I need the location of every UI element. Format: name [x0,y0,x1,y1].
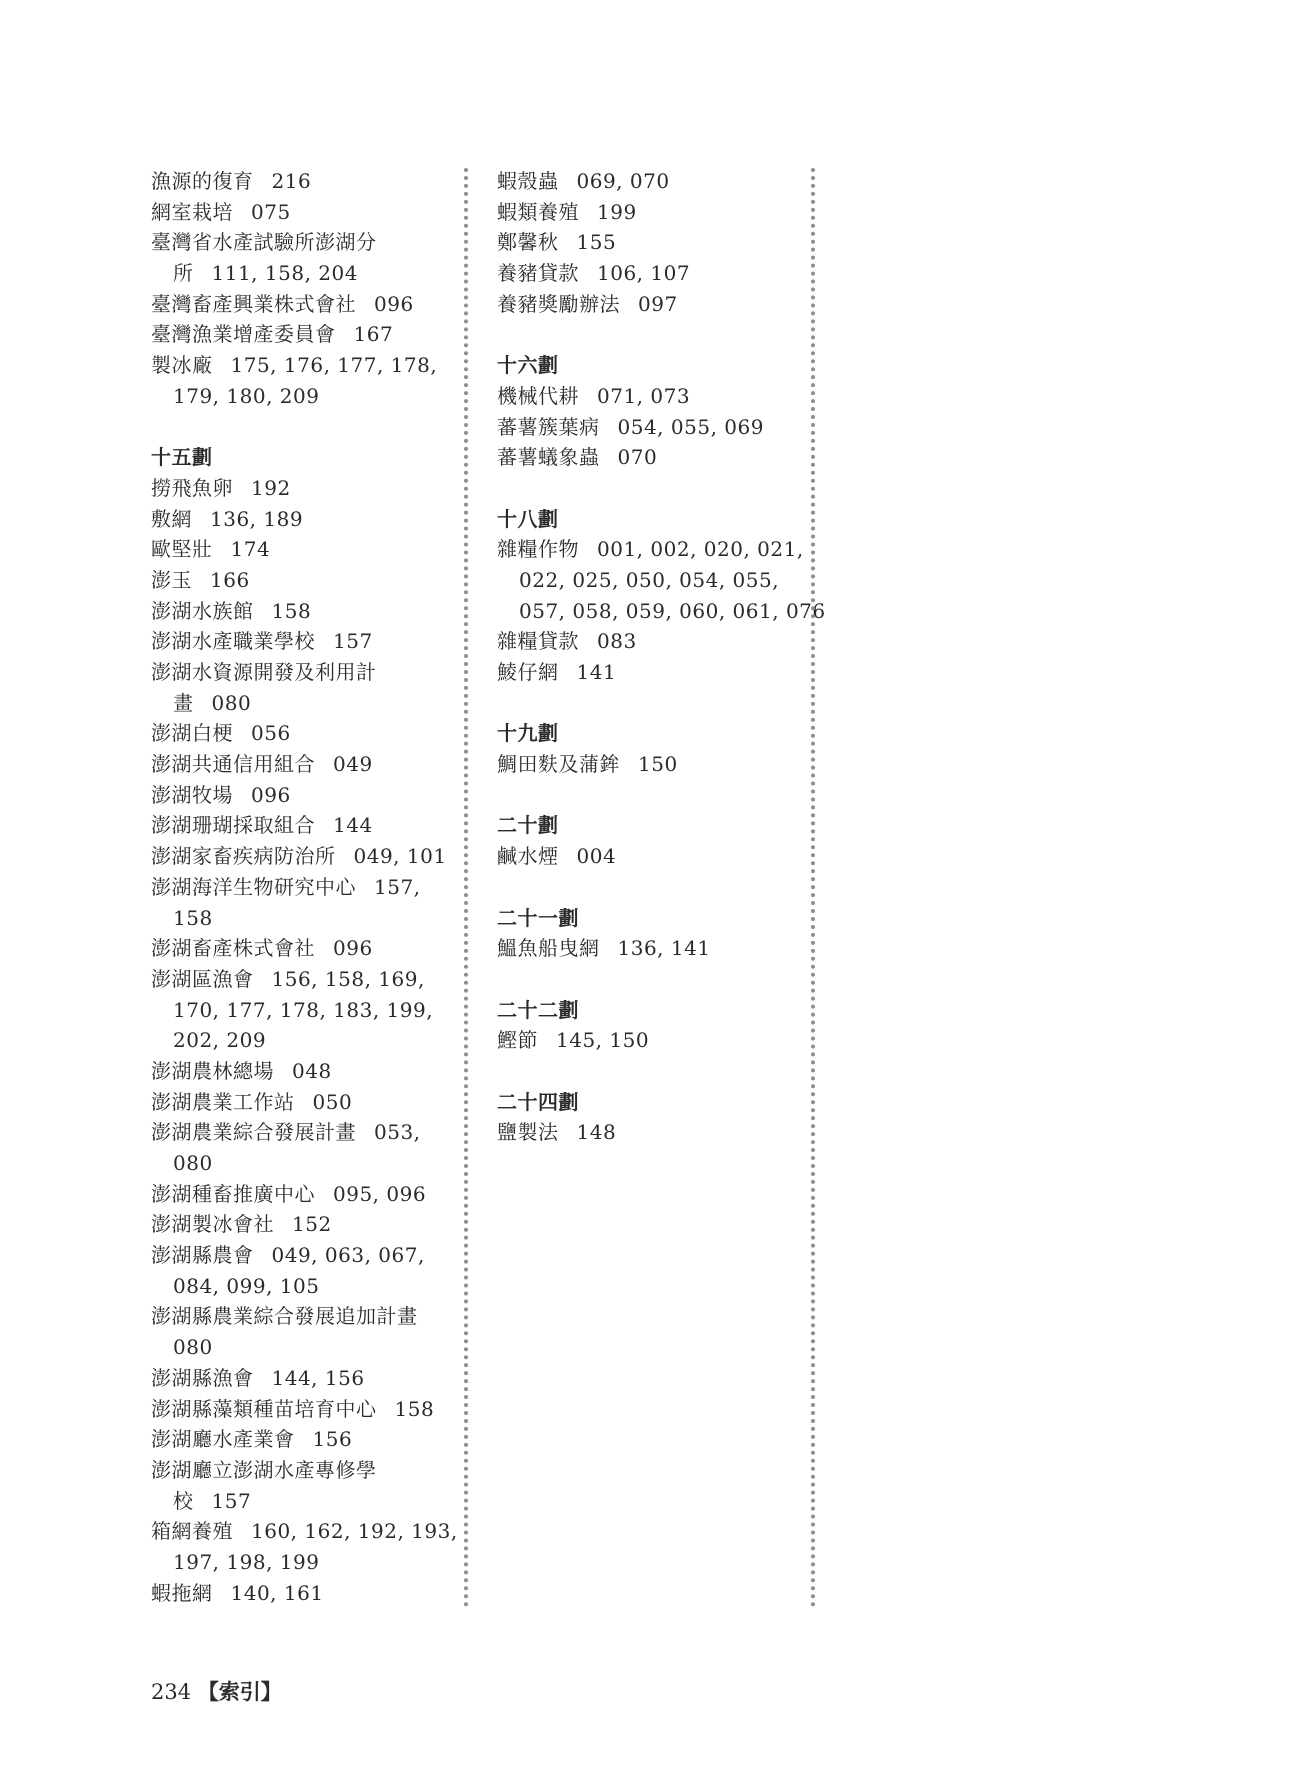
index-entry [151,1179,451,1210]
index-entry [151,473,451,504]
index-entry [151,1087,451,1118]
entry-pages: 170, 177, 178, 183, 199, [173,997,434,1022]
entry-term: 澎湖水族館 [151,598,254,623]
index-column-left [151,166,458,1608]
entry-term: 蝦殼蟲 [497,169,559,193]
stroke-count-header: 十五劃 [151,445,213,470]
entry-pages: 096 [251,782,291,807]
entry-pages: 056 [251,721,291,746]
index-entry [151,626,451,657]
stroke-count-header: 十八劃 [497,506,559,531]
entry-term: 澎玉 [151,567,192,592]
index-entry [151,227,451,258]
entry-pages: 144 [333,813,373,838]
entry-pages: 097 [638,291,678,316]
index-entry [151,1056,451,1087]
entry-pages: 144, 156 [271,1365,365,1390]
index-entry [151,350,451,381]
entry-pages: 084, 099, 105 [173,1273,320,1298]
entry-pages: 049 [333,752,373,777]
entry-term: 澎湖縣藻類種苗培育中心 [151,1396,377,1421]
entry-term: 蝦類養殖 [497,199,579,224]
entry-term: 澎湖區漁會 [151,966,254,991]
blank-line [497,319,797,350]
entry-term: 校 [173,1488,194,1513]
blank-line [497,473,797,504]
entry-term: 澎湖畜產株式會社 [151,936,315,961]
entry-pages: 175, 176, 177, 178, [230,353,438,378]
index-entry [497,197,797,228]
index-entry-continuation [151,258,451,289]
index-entry [497,657,797,688]
index-entry-continuation [151,688,451,719]
index-entry-continuation [151,1332,451,1363]
entry-term: 漁源的復育 [151,169,254,193]
entry-term: 澎湖牧場 [151,782,233,807]
index-entry [497,166,797,197]
entry-term: 養豬獎勵辦法 [497,291,620,316]
entry-pages: 157 [333,629,373,654]
entry-term: 澎湖縣漁會 [151,1365,254,1390]
entry-pages: 057, 058, 059, 060, 061, 076 [519,598,826,623]
entry-pages: 148 [576,1120,617,1145]
blank-line [497,780,797,811]
index-entry-continuation [151,1547,451,1578]
index-entry-continuation [151,381,451,412]
entry-term: 澎湖珊瑚採取組合 [151,813,315,838]
entry-pages: 069, 070 [576,169,670,193]
index-entry [151,1301,451,1332]
entry-pages: 192 [251,475,291,500]
entry-pages: 216 [271,169,312,193]
entry-pages: 157, [374,874,421,899]
entry-term: 歐堅壯 [151,537,213,562]
blank-line [497,964,797,995]
entry-term: 箱網養殖 [151,1519,233,1544]
index-entry-continuation [151,1148,451,1179]
entry-pages: 049, 063, 067, [271,1243,425,1268]
entry-term: 澎湖農業綜合發展計畫 [151,1120,356,1145]
stroke-count-header: 二十劃 [497,813,559,838]
entry-pages: 111, 158, 204 [211,261,358,286]
entry-term: 鰹節 [497,1028,538,1053]
blank-line [151,412,451,443]
index-entry [497,626,797,657]
entry-term: 澎湖白梗 [151,721,233,746]
entry-term: 雜糧貸款 [497,629,579,654]
entry-pages: 080 [211,690,252,715]
entry-term: 澎湖縣農業綜合發展追加計畫 [151,1304,418,1329]
index-entry [151,1394,451,1425]
entry-term: 鹽製法 [497,1120,559,1145]
index-entry [151,534,451,565]
entry-pages: 083 [597,629,637,654]
index-entry [151,1363,451,1394]
entry-term: 澎湖農業工作站 [151,1089,295,1114]
index-entry-continuation [151,903,451,934]
index-entry [497,227,797,258]
entry-pages: 095, 096 [333,1181,427,1206]
entry-pages: 156 [312,1427,353,1452]
entry-pages: 155 [576,230,617,255]
entry-term: 臺灣省水產試驗所澎湖分 [151,230,377,255]
entry-term: 澎湖水產職業學校 [151,629,315,654]
entry-term: 撈飛魚卵 [151,475,233,500]
index-entry [497,381,797,412]
entry-term: 臺灣畜產興業株式會社 [151,291,356,316]
index-entry [151,1209,451,1240]
index-entry [151,810,451,841]
entry-pages: 080 [173,1335,213,1360]
entry-pages: 158 [394,1396,435,1421]
index-entry [151,841,451,872]
entry-pages: 202, 209 [173,1028,267,1053]
entry-pages: 152 [292,1212,332,1237]
index-entry [151,933,451,964]
entry-pages: 166 [210,567,250,592]
entry-term: 所 [173,261,194,286]
entry-pages: 004 [576,844,617,869]
index-entry-continuation [151,1271,451,1302]
entry-term: 澎湖水資源開發及利用計 [151,660,377,684]
index-entry [151,872,451,903]
entry-term: 澎湖家畜疾病防治所 [151,844,336,869]
index-entry [497,534,804,565]
blank-line [497,872,797,903]
index-entry [151,166,451,197]
index-entry [497,289,797,320]
entry-term: 機械代耕 [497,383,579,408]
stroke-count-header: 十九劃 [497,721,559,746]
index-entry [151,1240,451,1271]
entry-pages: 054, 055, 069 [617,414,764,439]
index-entry [151,749,451,780]
entry-term: 澎湖種畜推廣中心 [151,1181,315,1206]
entry-pages: 179, 180, 209 [173,383,320,408]
entry-term: 製冰廠 [151,353,213,378]
entry-term: 澎湖廳水產業會 [151,1427,295,1452]
dotted-divider [811,168,815,1608]
entry-pages: 136, 189 [210,506,304,531]
entry-pages: 150 [638,752,678,777]
entry-pages: 071, 073 [597,383,691,408]
index-entry [151,1117,451,1148]
entry-pages: 160, 162, 192, 193, [251,1519,458,1544]
entry-pages: 141 [576,660,617,684]
entry-term: 養豬貸款 [497,261,579,286]
entry-pages: 096 [333,936,373,961]
entry-term: 鯪仔網 [497,660,559,684]
index-entry [151,596,451,627]
entry-term: 蕃薯簇葉病 [497,414,600,439]
index-column-right [497,166,826,1148]
index-entry [497,1117,797,1148]
index-entry [497,933,797,964]
index-entry [151,1516,458,1547]
entry-pages: 022, 025, 050, 054, 055, [519,567,780,592]
index-entry [151,504,451,535]
stroke-count-header: 二十二劃 [497,997,579,1022]
entry-term: 鰮魚船曳網 [497,936,600,961]
index-entry [151,1578,451,1609]
entry-term: 鯛田麩及蒲鉾 [497,752,620,777]
entry-pages: 070 [617,445,658,470]
page-number: 234 [151,1680,192,1704]
dotted-divider [464,168,468,1608]
index-entry [151,565,451,596]
index-entry [151,289,451,320]
stroke-count-header: 二十一劃 [497,905,579,930]
index-entry-continuation [151,1025,451,1056]
stroke-count-header: 十六劃 [497,353,559,378]
index-entry [151,319,451,350]
entry-pages: 050 [312,1089,353,1114]
page-footer [151,1677,282,1707]
index-entry-continuation [497,596,826,627]
entry-pages: 174 [230,537,271,562]
entry-term: 蕃薯蟻象蟲 [497,445,600,470]
entry-pages: 156, 158, 169, [271,966,425,991]
entry-pages: 197, 198, 199 [173,1549,320,1574]
entry-pages: 096 [374,291,414,316]
index-entry [497,1025,797,1056]
entry-pages: 136, 141 [617,936,711,961]
index-entry [497,258,797,289]
entry-term: 澎湖縣農會 [151,1243,254,1268]
entry-term: 畫 [173,690,194,715]
entry-term: 鹹水煙 [497,844,559,869]
entry-pages: 157 [211,1488,252,1513]
index-entry [151,780,451,811]
index-entry [497,749,797,780]
entry-pages: 158 [173,905,213,930]
index-entry [497,841,797,872]
index-entry-continuation [151,1486,451,1517]
section-label: 【索引】 [197,1680,282,1704]
blank-line [497,1056,797,1087]
index-entry [151,964,451,995]
entry-term: 雜糧作物 [497,537,579,562]
entry-term: 澎湖農林總場 [151,1058,274,1083]
index-entry [151,197,451,228]
entry-pages: 167 [353,322,394,347]
entry-pages: 158 [271,598,312,623]
entry-pages: 075 [251,199,291,224]
entry-pages: 199 [597,199,637,224]
entry-pages: 080 [173,1151,213,1175]
entry-pages: 145, 150 [556,1028,650,1053]
entry-pages: 049, 101 [353,844,447,869]
entry-term: 鄭馨秋 [497,230,559,255]
entry-pages: 106, 107 [597,261,691,286]
index-entry [151,657,451,688]
entry-term: 澎湖廳立澎湖水產專修學 [151,1457,377,1482]
entry-pages: 140, 161 [230,1580,324,1605]
entry-term: 網室栽培 [151,199,233,224]
entry-term: 臺灣漁業增產委員會 [151,322,336,347]
entry-pages: 048 [292,1058,332,1083]
entry-term: 澎湖製冰會社 [151,1212,274,1237]
entry-term: 敷網 [151,506,192,531]
index-entry [497,442,797,473]
index-entry-continuation [497,565,797,596]
blank-line [497,688,797,719]
entry-pages: 001, 002, 020, 021, [597,537,804,562]
index-entry-continuation [151,995,451,1026]
stroke-count-header: 二十四劃 [497,1089,579,1114]
entry-term: 蝦拖網 [151,1580,213,1605]
index-entry [151,718,451,749]
entry-term: 澎湖海洋生物研究中心 [151,874,356,899]
entry-pages: 053, [374,1120,421,1145]
index-entry [151,1424,451,1455]
index-entry [151,1455,451,1486]
index-entry [497,412,797,443]
entry-term: 澎湖共通信用組合 [151,752,315,777]
